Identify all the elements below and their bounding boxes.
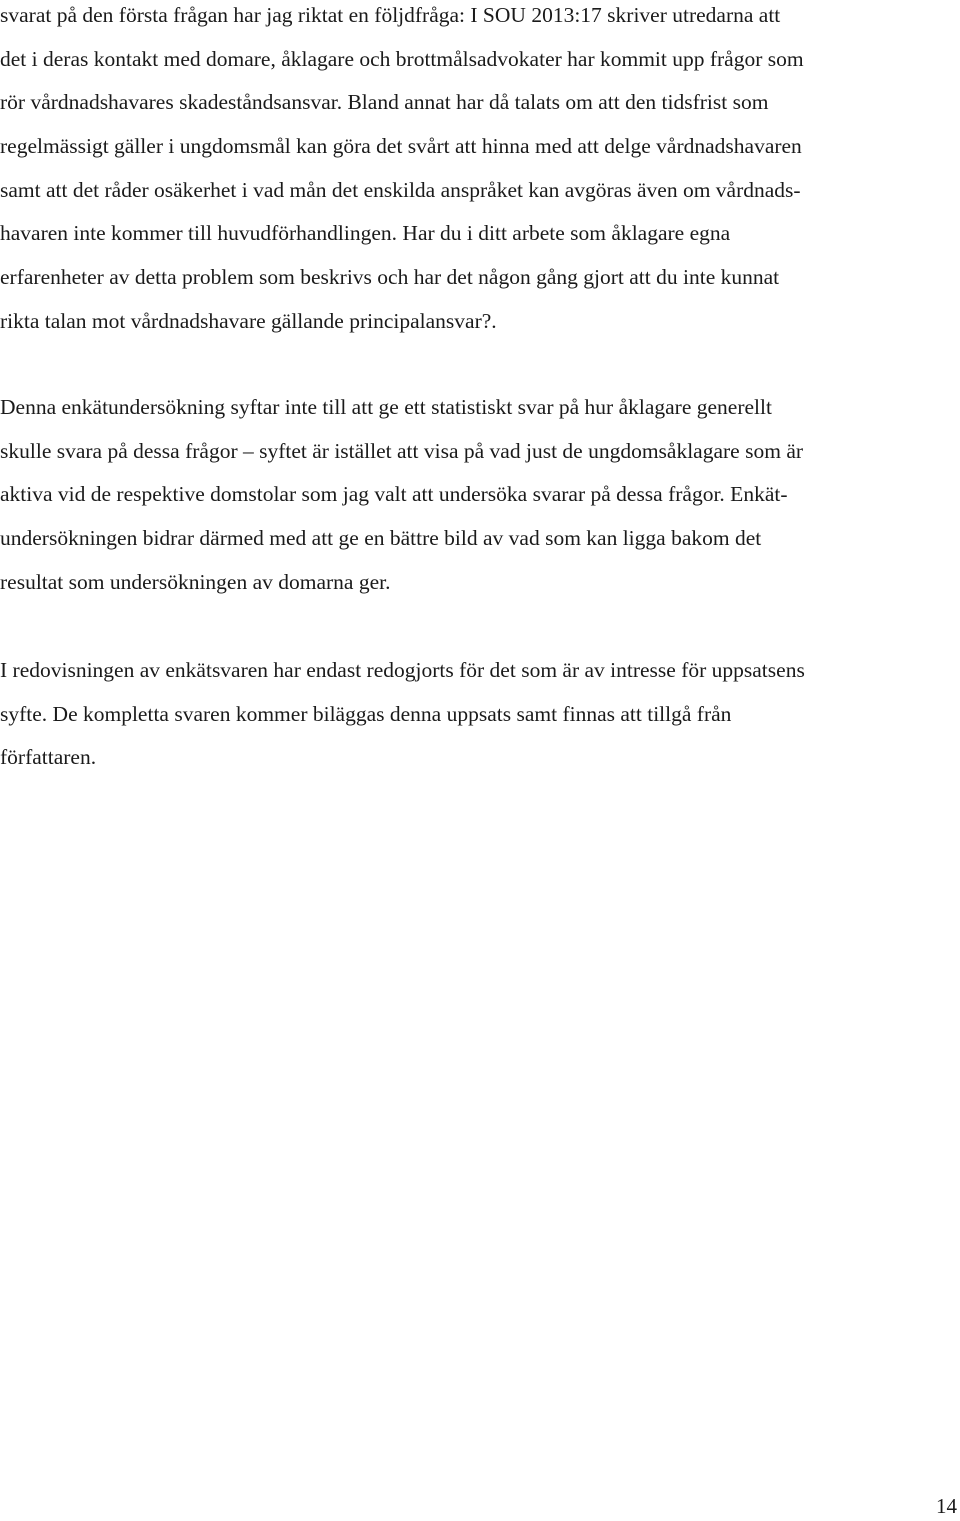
text-line: regelmässigt gäller i ungdomsmål kan göra det svårt att hinna med att delge vårdnadshavaren (0, 134, 802, 159)
paragraph-survey-purpose (0, 392, 960, 610)
text-line: författaren. (0, 745, 97, 770)
text-line: havaren inte kommer till huvudförhandlingen. Har du i ditt arbete som åklagare egna (0, 221, 731, 246)
text-line: rör vårdnadshavares skadeståndsansvar. Bland annat har då talats om att den tidsfrist som (0, 90, 769, 115)
text-line: undersökningen bidrar därmed med att ge en bättre bild av vad som kan ligga bakom det (0, 526, 762, 551)
text-line: Denna enkätundersökning syftar inte till att ge ett statistiskt svar på hur åklagare generellt (0, 395, 772, 419)
text-line: erfarenheter av detta problem som beskrivs och har det någon gång gjort att du inte kunnat (0, 265, 780, 290)
text-line: aktiva vid de respektive domstolar som jag valt att undersöka svarar på dessa frågor. Enkät- (0, 482, 788, 507)
text-line: skulle svara på dessa frågor – syftet är istället att visa på vad just de ungdomsåklagare som är (0, 438, 804, 463)
text-line: samt att det råder osäkerhet i vad mån det enskilda anspråket kan avgöras även om vårdnads- (0, 177, 801, 202)
text-line: resultat som undersökningen av domarna ger. (0, 569, 391, 594)
text-line: svarat på den första frågan har jag riktat en följdfråga: I SOU 2013:17 skriver utredarna att (0, 3, 781, 27)
text-line: det i deras kontakt med domare, åklagare och brottmålsadvokater har kommit upp frågor som (0, 46, 804, 71)
paragraph-follow-up-question (0, 0, 960, 350)
text-line: rikta talan mot vårdnadshavare gällande principalansvar?. (0, 308, 497, 333)
text-line: syfte. De kompletta svaren kommer biläggas denna uppsats samt finnas att tillgå från (0, 701, 732, 726)
text-line: I redovisningen av enkätsvaren har endast redogjorts för det som är av intresse för uppsatsens (0, 658, 805, 682)
paragraph-reporting-note (0, 655, 960, 786)
page-number: 14 (936, 1494, 957, 1518)
